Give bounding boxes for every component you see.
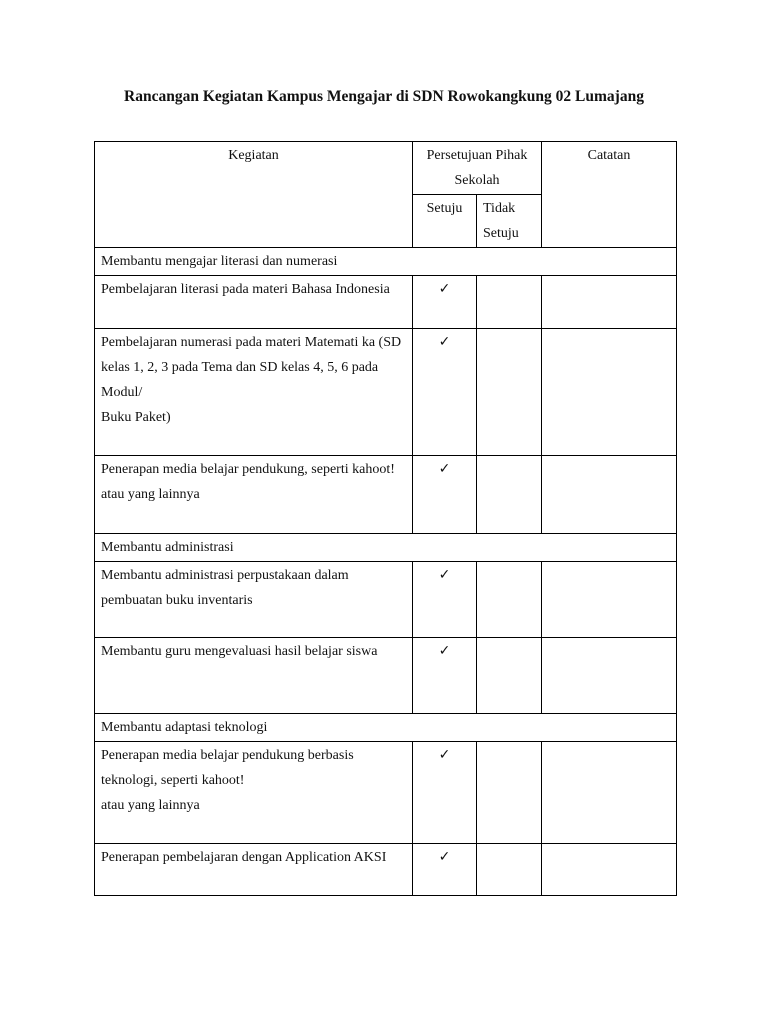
- catatan-cell: [542, 329, 677, 456]
- check-icon: ✓: [413, 276, 477, 329]
- check-icon: ✓: [413, 844, 477, 896]
- tidak-setuju-cell: [477, 456, 542, 534]
- catatan-cell: [542, 844, 677, 896]
- activity-cell: Penerapan media belajar pendukung berbasis teknologi, seperti kahoot! atau yang lainnya: [95, 742, 413, 844]
- check-icon: ✓: [413, 329, 477, 456]
- header-row: [95, 142, 677, 195]
- table-row: [95, 742, 677, 844]
- activity-cell: Membantu guru mengevaluasi hasil belajar siswa: [95, 638, 413, 714]
- tidak-setuju-cell: [477, 329, 542, 456]
- section-row: [95, 534, 677, 562]
- header-persetujuan: Persetujuan Pihak Sekolah: [413, 142, 542, 195]
- section-label: Membantu adaptasi teknologi: [95, 714, 677, 742]
- header-kegiatan: Kegiatan: [95, 142, 413, 248]
- header-catatan: Catatan: [542, 142, 677, 248]
- catatan-cell: [542, 276, 677, 329]
- activity-table: [94, 141, 677, 896]
- check-icon: ✓: [413, 742, 477, 844]
- check-icon: ✓: [413, 562, 477, 638]
- tidak-setuju-cell: [477, 638, 542, 714]
- check-icon: ✓: [413, 638, 477, 714]
- catatan-cell: [542, 562, 677, 638]
- tidak-setuju-cell: [477, 742, 542, 844]
- catatan-cell: [542, 456, 677, 534]
- header-tidak-setuju: Tidak Setuju: [477, 195, 542, 248]
- table-row: [95, 456, 677, 534]
- section-label: Membantu administrasi: [95, 534, 677, 562]
- tidak-setuju-cell: [477, 276, 542, 329]
- activity-cell: Membantu administrasi perpustakaan dalam pembuatan buku inventaris: [95, 562, 413, 638]
- catatan-cell: [542, 638, 677, 714]
- activity-cell: Pembelajaran numerasi pada materi Matemati ka (SD kelas 1, 2, 3 pada Tema dan SD kelas 4, 5, 6 pada Modul/ Buku Paket): [95, 329, 413, 456]
- tidak-setuju-cell: [477, 562, 542, 638]
- table-row: [95, 276, 677, 329]
- section-label: Membantu mengajar literasi dan numerasi: [95, 248, 677, 276]
- header-setuju: Setuju: [413, 195, 477, 248]
- section-row: [95, 248, 677, 276]
- activity-cell: Penerapan media belajar pendukung, seperti kahoot! atau yang lainnya: [95, 456, 413, 534]
- catatan-cell: [542, 742, 677, 844]
- table-row: [95, 844, 677, 896]
- section-row: [95, 714, 677, 742]
- table-row: [95, 562, 677, 638]
- check-icon: ✓: [413, 456, 477, 534]
- document-title: Rancangan Kegiatan Kampus Mengajar di SDN Rowokangkung 02 Lumajang: [124, 88, 644, 105]
- table-row: [95, 329, 677, 456]
- table-row: [95, 638, 677, 714]
- activity-cell: Penerapan pembelajaran dengan Application AKSI: [95, 844, 413, 896]
- tidak-setuju-cell: [477, 844, 542, 896]
- activity-cell: Pembelajaran literasi pada materi Bahasa Indonesia: [95, 276, 413, 329]
